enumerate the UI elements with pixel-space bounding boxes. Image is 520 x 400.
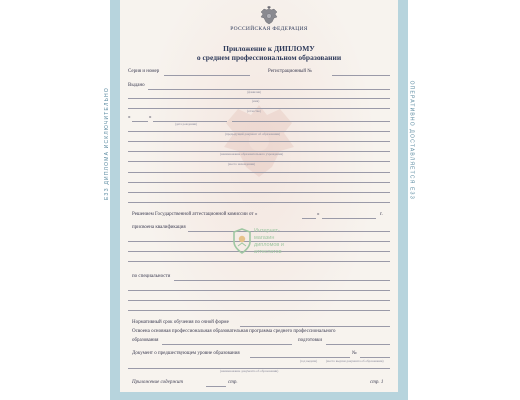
footer-page-number: стр. 1 [370,380,384,385]
specialty-line-4 [128,310,390,311]
commission-quote-close: » [317,212,320,217]
issued-to-label: Выдано [128,83,145,88]
blank-line-2 [128,182,390,183]
blank-line-4 [128,202,390,203]
program-label: Освоена основная профессиональная образовательная программа среднего профессионального [132,329,336,334]
specialty-line [174,280,390,281]
series-number-label: Серия и номер [128,69,160,74]
name-hint: (имя) [252,99,260,103]
commission-month-line [322,218,376,219]
qualification-label: присвоена квалификация [132,225,186,230]
program-level-line [162,344,292,345]
stamp-text-2: магазин [254,235,275,241]
document-name-hint: (наименование документа об образовании) [220,369,279,373]
blank-line-3 [128,192,390,193]
birth-date-quote-close: » [149,115,152,120]
prev-document-number-line [360,357,390,358]
birth-day-line [132,121,148,122]
location-line [128,161,390,162]
commission-label: Решением Государственной аттестационной комиссии от « [132,212,258,217]
registration-number-line [332,75,390,76]
specialty-line-3 [128,300,390,301]
institution-hint: (наименование образовательного учреждения) [220,152,284,156]
issued-to-line [148,89,390,90]
location-hint: (место нахождения) [228,162,256,166]
prev-document-label: Документ о предшествующем уровне образования [132,351,240,356]
diploma-sheet [104,0,414,400]
border-security-text-right: ОПЕРАТИВНО ДОСТАВЛЯЕТСЯ ЕЗЗ [408,80,414,200]
footer-pages-unit: стр. [228,380,238,385]
specialty-line-2 [128,290,390,291]
patronymic-hint: (отчество) [247,109,262,113]
series-number-line [164,75,250,76]
double-headed-eagle-emblem-icon [258,6,280,26]
prev-document-line [250,357,350,358]
norm-term-line [240,326,390,327]
border-security-text-left: ЕЗЗ ДИПЛОМА ИСКЛЮЧИТЕЛЬНО [104,87,110,200]
country-name: РОССИЙСКАЯ ФЕДЕРАЦИЯ [230,26,308,32]
footer-pages-line [206,386,226,387]
document-subtitle: о среднем профессиональном образовании [196,53,342,62]
stamp-text-1: Интернет- [254,228,280,234]
norm-term-label: Нормативный срок обучения по очной форме [132,320,229,325]
program-label-2: образования [132,338,159,343]
shield-badge-icon [232,228,252,254]
footer-contains-label: Приложение содержит [132,380,183,385]
commission-day-line [302,218,316,219]
surname-hint: (фамилия) [247,90,262,94]
stamp-text-3: дипломов и [254,242,284,248]
training-label: подготовки [298,338,323,343]
prev-doc-hint: (предыдущий документ об образовании) [225,132,281,136]
institution-line-1 [128,141,390,142]
training-line [326,344,390,345]
birth-date-hint: (дата рождения) [175,122,197,126]
blank-line-1 [128,172,390,173]
place-hint: (место выдачи документа об образовании) [326,359,384,363]
specialty-label: по специальности [132,274,171,279]
birth-place-line [232,121,390,122]
birth-date-quote: « [128,115,131,120]
registration-number-label: Регистрационный № [268,69,313,74]
year-hint: (год выдачи) [300,359,318,363]
shop-watermark-stamp [232,228,292,264]
commission-year-label: г. [380,212,383,217]
stamp-text-4: аттестатов [254,249,282,255]
diploma-inner-field [120,0,398,392]
document-title: Приложение к ДИПЛОМУ [223,44,315,53]
prev-document-number-label: № [352,351,357,356]
